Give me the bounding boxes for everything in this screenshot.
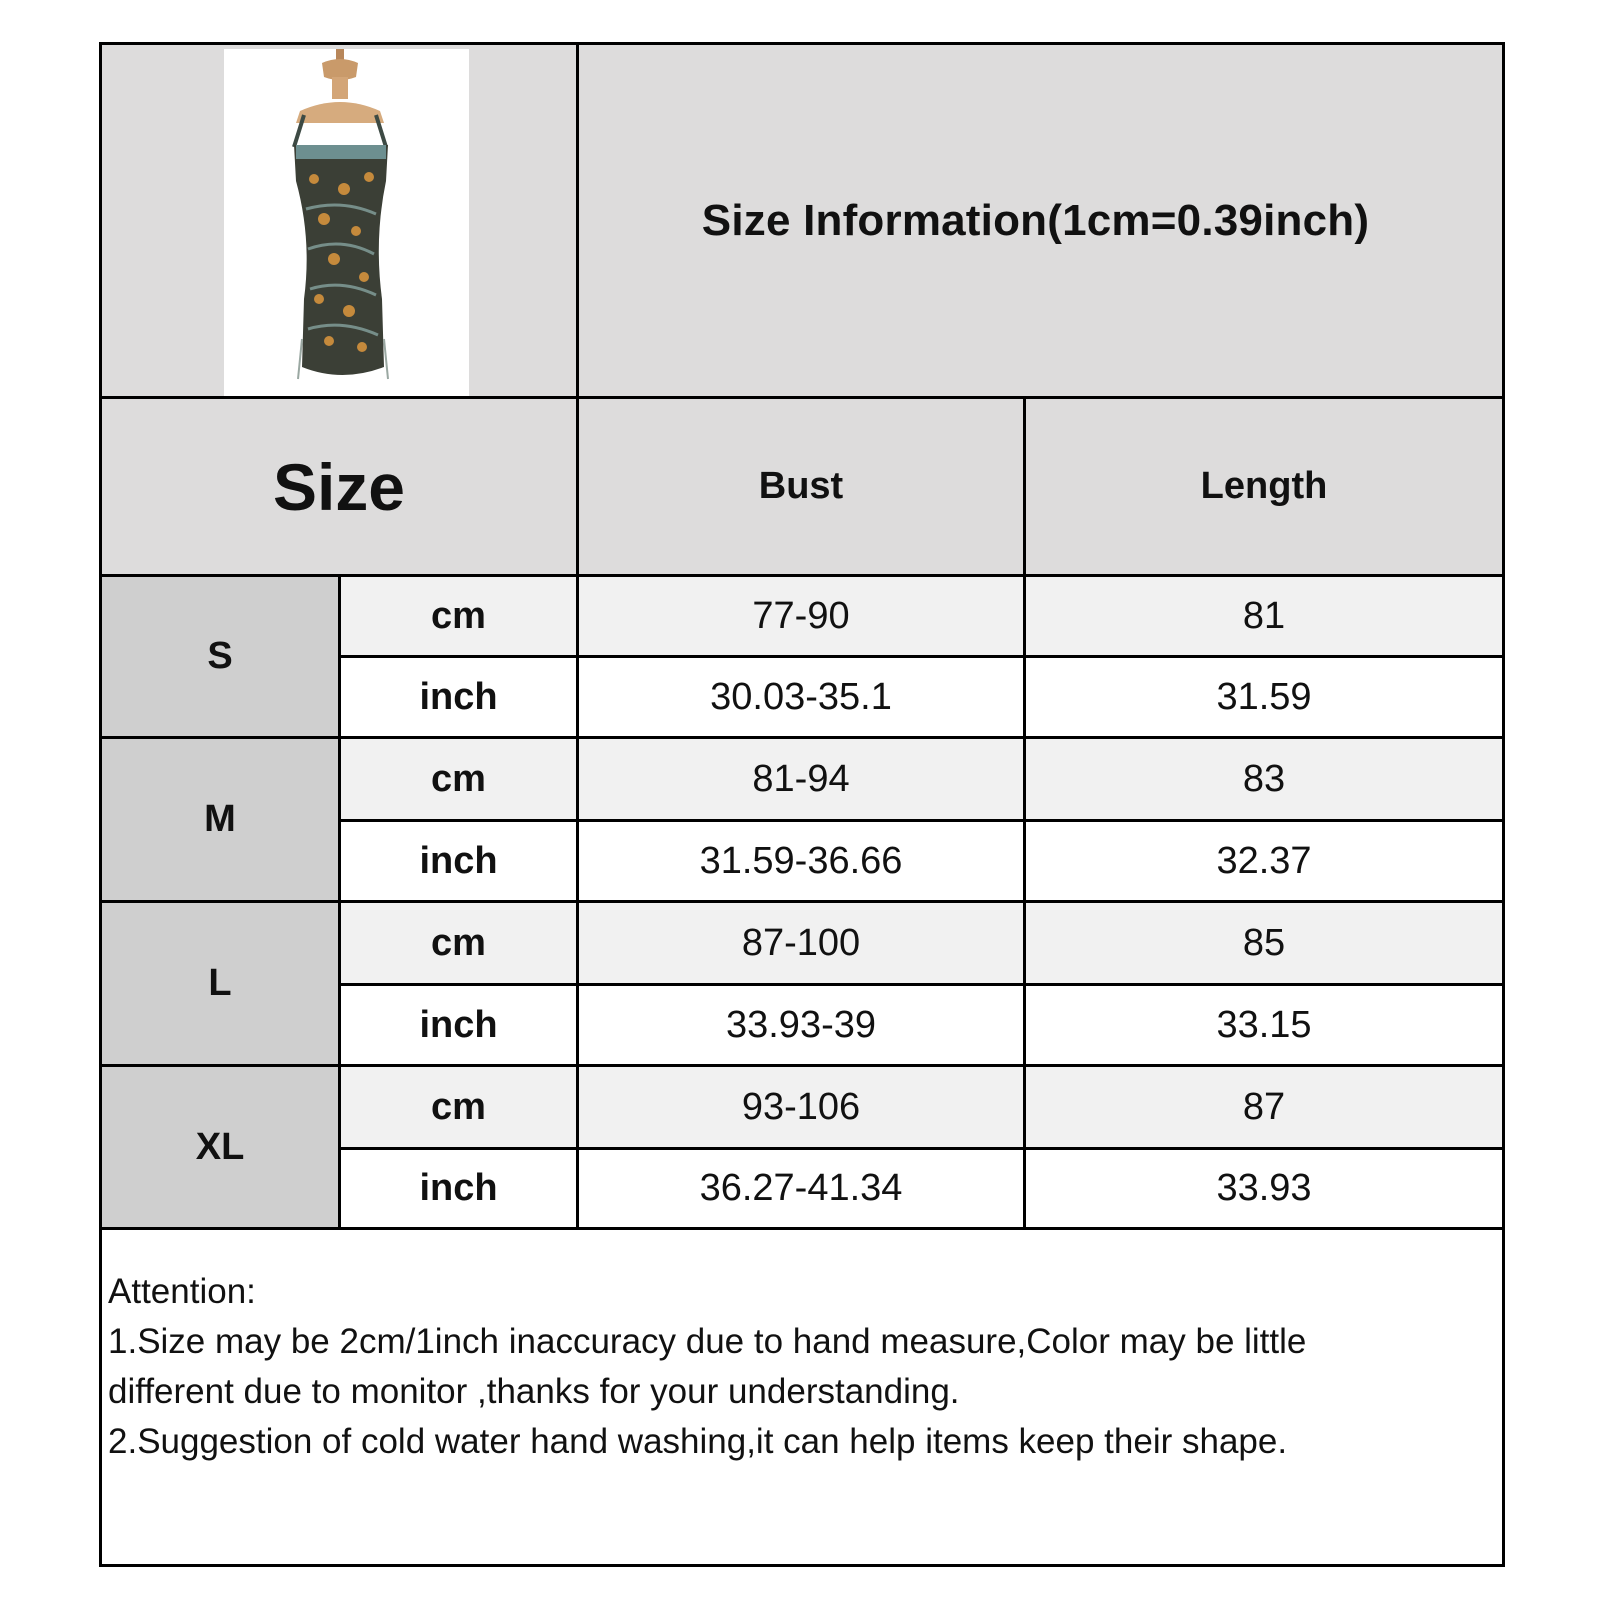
- size-cell-l: [102, 903, 338, 1064]
- unit-label: cm: [431, 757, 486, 800]
- divider: [1023, 396, 1026, 1230]
- bust-value-cell: [579, 739, 1023, 819]
- length-value-cell: [1026, 739, 1502, 819]
- length-value-cell: [1026, 1150, 1502, 1227]
- length-value: 31.59: [1216, 675, 1312, 718]
- unit-label: inch: [419, 839, 498, 882]
- notes-line: 1.Size may be 2cm/1inch inaccuracy due to hand measure,Color may be little: [108, 1322, 1307, 1361]
- bust-value: 93-106: [741, 1085, 861, 1128]
- bust-value: 81-94: [752, 757, 850, 800]
- size-info-title: Size Information(1cm=0.39inch): [701, 195, 1370, 245]
- bust-value-cell: [579, 577, 1023, 655]
- unit-label: inch: [419, 1003, 498, 1046]
- length-value: 87: [1242, 1085, 1286, 1128]
- notes-heading: Attention:: [108, 1272, 256, 1311]
- bust-value: 36.27-41.34: [699, 1167, 903, 1209]
- bust-value-cell: [579, 1150, 1023, 1227]
- size-cell-xl: [102, 1067, 338, 1227]
- bust-value-cell: [579, 1067, 1023, 1147]
- length-value-cell: [1026, 1067, 1502, 1147]
- size-cell-s: [102, 577, 338, 736]
- divider: [341, 655, 1502, 658]
- unit-cell: [341, 1067, 576, 1147]
- length-value: 33.15: [1216, 1003, 1312, 1046]
- length-value-cell: [1026, 658, 1502, 736]
- divider: [341, 819, 1502, 822]
- unit-label: cm: [431, 594, 486, 637]
- product-photo: [224, 49, 469, 401]
- attention-notes: [108, 1267, 1488, 1467]
- length-value-cell: [1026, 822, 1502, 900]
- length-value-cell: [1026, 986, 1502, 1064]
- bust-header: Bust: [758, 465, 844, 507]
- size-label: S: [207, 635, 233, 677]
- size-chart: [99, 42, 1505, 1567]
- bust-value-cell: [579, 658, 1023, 736]
- divider: [102, 1227, 1502, 1230]
- divider: [341, 983, 1502, 986]
- divider: [102, 1064, 1502, 1067]
- unit-cell: [341, 822, 576, 900]
- divider: [102, 574, 1502, 577]
- length-value: 81: [1242, 594, 1286, 637]
- divider: [576, 45, 579, 1230]
- notes-line: 2.Suggestion of cold water hand washing,it can help items keep their shape.: [108, 1422, 1288, 1461]
- bust-value: 77-90: [752, 594, 850, 637]
- size-label: M: [204, 798, 236, 840]
- size-header: Size: [272, 449, 406, 524]
- unit-label: inch: [419, 1167, 498, 1209]
- dress-on-mannequin-image: [224, 49, 469, 401]
- bust-value: 31.59-36.66: [699, 839, 903, 882]
- size-cell-m: [102, 739, 338, 900]
- length-value: 83: [1242, 757, 1286, 800]
- length-header-cell: [1026, 399, 1502, 574]
- divider: [338, 574, 341, 1230]
- notes-line: different due to monitor ,thanks for your understanding.: [108, 1372, 960, 1411]
- unit-label: inch: [419, 675, 498, 718]
- unit-label: cm: [431, 921, 486, 964]
- unit-cell: [341, 1150, 576, 1227]
- size-header-cell: [102, 399, 576, 574]
- length-value-cell: [1026, 577, 1502, 655]
- unit-cell: [341, 739, 576, 819]
- divider: [102, 736, 1502, 739]
- length-value: 33.93: [1216, 1167, 1312, 1209]
- bust-value: 87-100: [741, 921, 861, 964]
- length-value-cell: [1026, 903, 1502, 983]
- bust-header-cell: [579, 399, 1023, 574]
- unit-cell: [341, 986, 576, 1064]
- length-value: 85: [1242, 921, 1286, 964]
- bust-value-cell: [579, 986, 1023, 1064]
- divider: [102, 396, 1502, 399]
- bust-value: 33.93-39: [725, 1003, 876, 1046]
- length-value: 32.37: [1216, 839, 1312, 882]
- bust-value: 30.03-35.1: [710, 675, 892, 718]
- product-photo-cell: [102, 45, 576, 396]
- title-cell: [579, 45, 1502, 396]
- size-label: L: [208, 962, 232, 1004]
- divider: [341, 1147, 1502, 1150]
- unit-label: cm: [431, 1085, 486, 1128]
- unit-cell: [341, 903, 576, 983]
- size-label: XL: [195, 1125, 245, 1168]
- length-header: Length: [1200, 465, 1328, 507]
- bust-value-cell: [579, 822, 1023, 900]
- divider: [102, 900, 1502, 903]
- unit-cell: [341, 658, 576, 736]
- bust-value-cell: [579, 903, 1023, 983]
- unit-cell: [341, 577, 576, 655]
